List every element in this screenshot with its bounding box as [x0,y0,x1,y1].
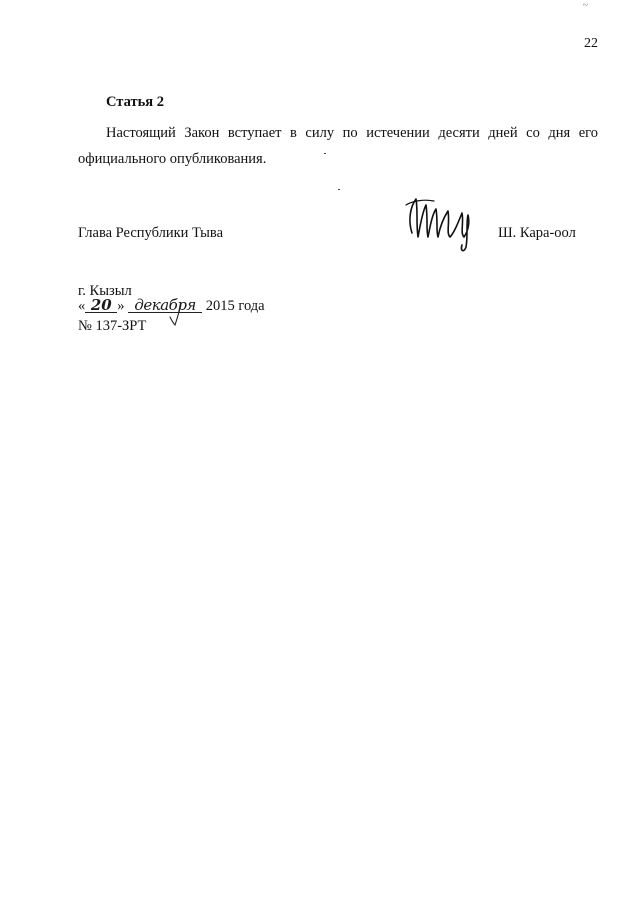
signer-name: Ш. Кара-оол [498,225,576,241]
law-number: № 137-ЗРТ [78,318,147,334]
article-body: Настоящий Закон вступает в силу по истечении десяти дней со дня его официального опубликования. [78,125,598,167]
signer-title: Глава Республики Тыва [78,225,224,241]
date-year: 2015 года [205,298,265,314]
scan-speck [324,153,326,154]
article-heading: Статья 2 [106,94,164,110]
date-month-handwritten: декабря [128,299,202,313]
scan-speck [338,189,340,190]
issuance-place: г. Кызыл [78,283,132,299]
corner-mark: ~ [582,0,588,11]
date-open-quote: « [78,298,86,314]
date-day-handwritten: 20 [85,299,117,313]
page-number: 22 [584,36,598,51]
date-close-quote: » [117,298,125,314]
check-mark [168,303,182,327]
handwritten-signature [402,193,480,255]
